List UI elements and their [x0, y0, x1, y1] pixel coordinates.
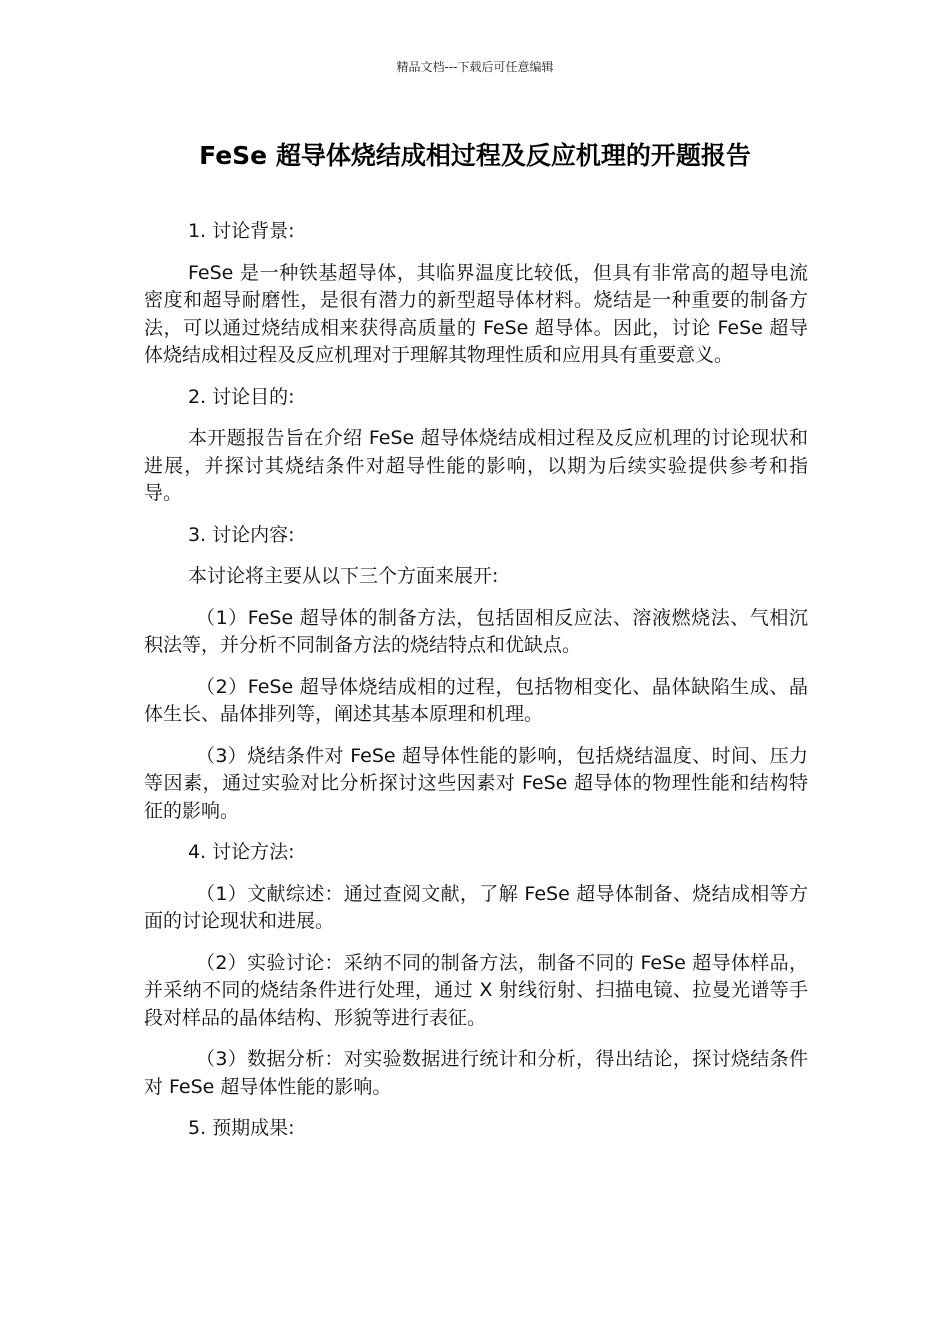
- section-heading-methods: 4. 讨论方法:: [188, 841, 295, 863]
- paragraph-content-intro: 本讨论将主要从以下三个方面来展开:: [188, 565, 499, 587]
- content-item-2: （2）FeSe 超导体烧结成相的过程，包括物相变化、晶体缺陷生成、晶体生长、晶体排列等，阐述其基本原理和机理。: [144, 675, 808, 725]
- method-item-3: （3）数据分析：对实验数据进行统计和分析，得出结论，探讨烧结条件对 FeSe 超导体性能的影响。: [144, 1048, 808, 1098]
- document-body: [144, 218, 808, 1157]
- method-item-2: （2）实验讨论：采纳不同的制备方法，制备不同的 FeSe 超导体样品，并采纳不同的烧结条件进行处理，通过 X 射线衍射、扫描电镜、拉曼光谱等手段对样品的晶体结构、形貌等进行表征。: [144, 951, 808, 1029]
- section-heading-results: 5. 预期成果:: [188, 1117, 295, 1139]
- section-heading-background: 1. 讨论背景:: [188, 220, 295, 242]
- document-title: FeSe 超导体烧结成相过程及反应机理的开题报告: [199, 141, 751, 170]
- content-item-3: （3）烧结条件对 FeSe 超导体性能的影响，包括烧结温度、时间、压力等因素，通过实验对比分析探讨这些因素对 FeSe 超导体的物理性能和结构特征的影响。: [144, 744, 808, 822]
- content-item-1: （1）FeSe 超导体的制备方法，包括固相反应法、溶液燃烧法、气相沉积法等，并分析不同制备方法的烧结特点和优缺点。: [144, 606, 808, 656]
- method-item-1: （1）文献综述：通过查阅文献，了解 FeSe 超导体制备、烧结成相等方面的讨论现状和进展。: [144, 882, 808, 932]
- page-header-note: 精品文档---下载后可任意编辑: [396, 60, 554, 74]
- section-heading-content: 3. 讨论内容:: [188, 523, 295, 546]
- paragraph-background: FeSe 是一种铁基超导体，其临界温度比较低，但具有非常高的超导电流密度和超导耐磨性，是很有潜力的新型超导体材料。烧结是一种重要的制备方法，可以通过烧结成相来获得高质量的 FeSe 超导体。因此，讨论 FeSe 超导体烧结成相过程及反应机理对于理解其物理性质和应用具有重要意义。: [144, 261, 808, 366]
- section-heading-purpose: 2. 讨论目的:: [188, 385, 295, 408]
- paragraph-purpose: 本开题报告旨在介绍 FeSe 超导体烧结成相过程及反应机理的讨论现状和进展，并探讨其烧结条件对超导性能的影响，以期为后续实验提供参考和指导。: [144, 427, 808, 504]
